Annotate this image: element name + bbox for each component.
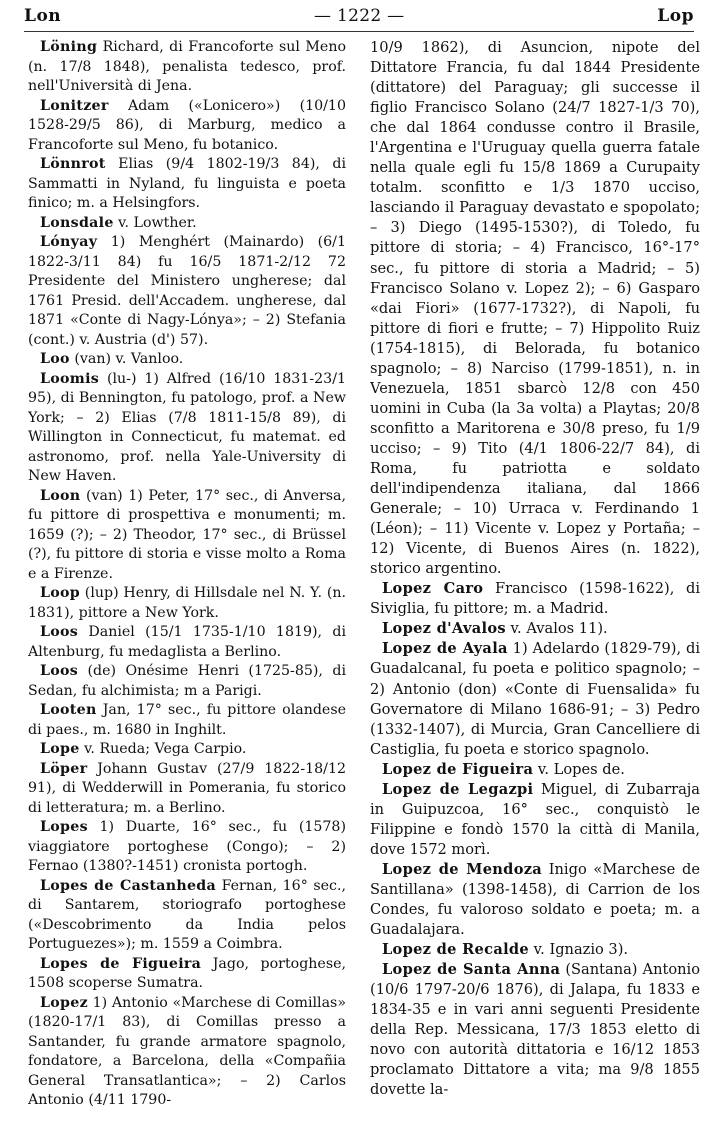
page-number: — 1222 —	[313, 6, 405, 26]
entry-headword: Lopez d'Avalos	[382, 620, 506, 638]
entry-headword: Lónyay	[40, 234, 98, 250]
entry-headword: Loomis	[40, 370, 100, 387]
entry-headword: Lönnrot	[40, 156, 106, 172]
dictionary-entry	[28, 740, 346, 760]
dictionary-entry	[28, 214, 346, 234]
dictionary-entry	[28, 701, 346, 740]
entry-text: v. Lopes de.	[533, 760, 625, 778]
entry-text: Miguel, di Zubarraja in Guipuzcoa, 16° sec., conquistò le Filippine e fondò 1570 la città di Manila, dove 1572 morì.	[370, 780, 700, 858]
entry-text: (van) 1) Peter, 17° sec., di Anversa, fu pittore di prospettiva e monumenti; m. 1659 (?); – 2) Theodor, 17° sec., di Brüssel (?), fu pittore di storia e visse molto a Roma e a Firenze.	[28, 487, 346, 582]
entry-text: Daniel (15/1 1735-1/10 1819), di Altenburg, fu medaglista a Berlino.	[28, 624, 346, 660]
entry-text: (de) Onésime Henri (1725-85), di Sedan, fu alchimista; m a Parigi.	[28, 663, 346, 699]
entry-headword: Loos	[40, 663, 79, 679]
dictionary-entry	[370, 780, 700, 860]
entry-headword: Lopez	[40, 994, 88, 1011]
entry-text: Inigo «Marchese de Santillana» (1398-1458), di Carrion de los Condes, fu valoroso soldato e poeta; m. a Guadalajara.	[370, 860, 700, 939]
dictionary-entry	[28, 818, 346, 877]
entry-headword: Loos	[40, 624, 79, 640]
dictionary-entry	[28, 370, 346, 487]
entry-headword: Loon	[40, 487, 81, 504]
entry-headword: Lopez de Ayala	[382, 640, 508, 658]
page-header	[24, 6, 694, 30]
dictionary-entry	[370, 960, 700, 1100]
dictionary-entry	[370, 940, 700, 960]
entry-headword: Lopez de Recalde	[382, 941, 530, 959]
dictionary-entry	[28, 350, 346, 370]
entry-headword: Lopez de Legazpi	[382, 780, 534, 798]
entry-headword: Lopes de Castanheda	[40, 877, 217, 894]
dictionary-entry	[28, 233, 346, 350]
entry-text: v. Rueda; Vega Carpio.	[79, 741, 247, 757]
entry-text: Adam («Lonicero») (10/10 1528-29/5 86), di Marburg, medico a Francoforte sul Meno, fu botanico.	[28, 97, 346, 153]
entry-headword: Loo	[40, 351, 70, 367]
dictionary-entry	[370, 860, 700, 940]
entry-text: 1) Adelardo (1829-79), di Guadalcanal, fu poeta e politico spagnolo; – 2) Antonio (don) «Conte di Fuensalida» fu Governatore di Milano 1686-91; – 3) Pedro (1332-1407), di Murcia, Gran Cancelliere di Castiglia, fu poeta e storico spagnolo.	[370, 640, 700, 758]
dictionary-entry	[370, 579, 700, 619]
header-left-guideword: Lon	[24, 6, 62, 26]
dictionary-entry	[28, 955, 346, 994]
dictionary-entry	[370, 619, 700, 639]
entry-headword: Lopez Caro	[382, 580, 484, 598]
entry-headword: Lopes	[40, 819, 88, 835]
entry-text: Elias (9/4 1802-19/3 84), di Sammatti in Nyland, fu linguista e poeta finico; m. a Helsingfors.	[28, 156, 346, 211]
entry-text: Francisco (1598-1622), di Siviglia, fu pittore; m. a Madrid.	[370, 580, 700, 618]
left-column	[28, 38, 346, 1128]
entry-text: Johann Gustav (27/9 1822-18/12 91), di Wedderwill in Pomerania, fu storico di letteratura; m. a Berlino.	[28, 760, 346, 816]
dictionary-entry	[370, 760, 700, 780]
entry-text: Jago, portoghese, 1508 scoperse Sumatra.	[28, 955, 346, 991]
entry-text: (van) v. Vanloo.	[69, 351, 184, 367]
header-right-guideword: Lop	[657, 6, 694, 26]
dictionary-entry	[28, 994, 346, 1111]
entry-headword: Löper	[40, 760, 88, 777]
entry-headword: Löning	[40, 39, 98, 55]
dictionary-entry	[28, 38, 346, 97]
entry-text: v. Ignazio 3).	[529, 941, 629, 959]
entry-text: 1) Duarte, 16° sec., fu (1578) viaggiatore portoghese (Congo); – 2) Fernao (1380?-1451) cronista portogh.	[28, 819, 346, 874]
entry-text: Jan, 17° sec., fu pittore olandese di paes., m. 1680 in Inghilt.	[28, 702, 346, 738]
dictionary-entry	[28, 155, 346, 214]
entry-text: (Santana) Antonio (10/6 1797-20/6 1876), di Jalapa, fu 1833 e 1834-35 e in vari anni seguenti Presidente della Rep. Messicana, 17/3 1853 eletto di novo con autorità dittatoria e 16/12 1853 proclamato Dittatore a vita; ma 9/8 1855 dovette la-	[370, 961, 700, 1099]
dictionary-entry	[370, 38, 700, 579]
dictionary-entry	[28, 97, 346, 156]
entry-text: v. Avalos 11).	[505, 620, 608, 638]
entry-text: 10/9 1862), di Asuncion, nipote del Dittatore Francia, fu dal 1844 Presidente (dittatore) del Paraguay; gli successe il figlio Francisco Solano (24/7 1827-1/3 70), che dal 1864 condusse contro il Brasile, l'Argentina e l'Uruguay quella guerra fatale nella quale egli fu 15/8 1869 a Curupaity totalm. sconfitto e 1/3 1870 ucciso, lasciando il Paraguay devastato e spopolato; – 3) Diego (1495-1530?), di Toledo, fu pittore di storia; – 4) Francisco, 16°-17° sec., fu pittore di storia a Madrid; – 5) Francisco Solano v. Lopez 2); – 6) Gasparo «dai Fiori» (1677-1732?), di Napoli, fu pittore di fiori e frutte; – 7) Hippolito Ruiz (1754-1815), di Belorada, fu botanico spagnolo; – 8) Narciso (1799-1851), n. in Venezuela, 1851 sbarcò 12/8 con 450 uomini in Cuba (la 3a volta) a Playtas; 20/8 sconfitto a Maritorena e 30/8 preso, fu 1/9 ucciso; – 9) Tito (4/1 1806-22/7 84), di Roma, fu patriotta e soldato dell'indipendenza italiana, dal 1866 Generale; – 10) Urraca v. Ferdinando 1 (Léon); – 11) Vicente v. Lopez y Portaña; – 12) Vicente, di Buenos Aires (n. 1822), storico argentino.	[370, 39, 700, 578]
dictionary-entry	[28, 760, 346, 819]
entry-text: (lu-) 1) Alfred (16/10 1831-23/1 95), di Bennington, fu patologo, prof. a New York; – 2) Elias (7/8 1811-15/8 89), di Willington in Connecticut, fu matemat. ed astronomo, prof. nella Yale-University di New Haven.	[28, 370, 346, 484]
entry-headword: Lonitzer	[40, 97, 109, 114]
dictionary-entry	[28, 487, 346, 585]
right-column	[370, 38, 700, 1128]
entry-text: Richard, di Francoforte sul Meno (n. 17/8 1848), penalista tedesco, prof. nell'Università di Jena.	[28, 39, 346, 94]
entry-headword: Lopes de Figueira	[40, 955, 202, 972]
entry-text: v. Lowther.	[113, 214, 197, 231]
entry-headword: Loop	[40, 585, 81, 601]
header-rule	[24, 31, 694, 32]
entry-text: 1) Menghért (Mainardo) (6/1 1822-3/11 84) fu 16/5 1871-2/12 72 Presidente del Ministero ungherese; dal 1761 Presid. dell'Accadem. ungherese, dal 1871 «Conte di Nagy-Lónya»; – 2) Stefania (cont.) v. Austria (d') 57).	[28, 234, 346, 348]
entry-headword: Looten	[40, 702, 97, 718]
dictionary-entry	[28, 584, 346, 623]
entry-text: (lup) Henry, di Hillsdale nel N. Y. (n. 1831), pittore a New York.	[28, 585, 346, 621]
dictionary-entry	[370, 639, 700, 759]
entry-text: 1) Antonio «Marchese di Comillas» (1820-17/1 83), di Comillas presso a Santander, fu grande armatore spagnolo, fondatore, a Barcelona, della «Compañia General Transatlantica»; – 2) Carlos Antonio (4/11 1790-	[28, 994, 346, 1108]
entry-headword: Lonsdale	[40, 214, 114, 231]
dictionary-entry	[28, 623, 346, 662]
entry-text: Fernan, 16° sec., di Santarem, storiografo portoghese («Descobrimento da India pelos Portuguezes»); m. 1559 a Coimbra.	[28, 877, 346, 952]
dictionary-entry	[28, 877, 346, 955]
entry-headword: Lopez de Figueira	[382, 760, 534, 778]
entry-headword: Lopez de Santa Anna	[382, 961, 561, 979]
dictionary-entry	[28, 662, 346, 701]
entry-headword: Lopez de Mendoza	[382, 860, 543, 878]
entry-headword: Lope	[40, 741, 80, 757]
